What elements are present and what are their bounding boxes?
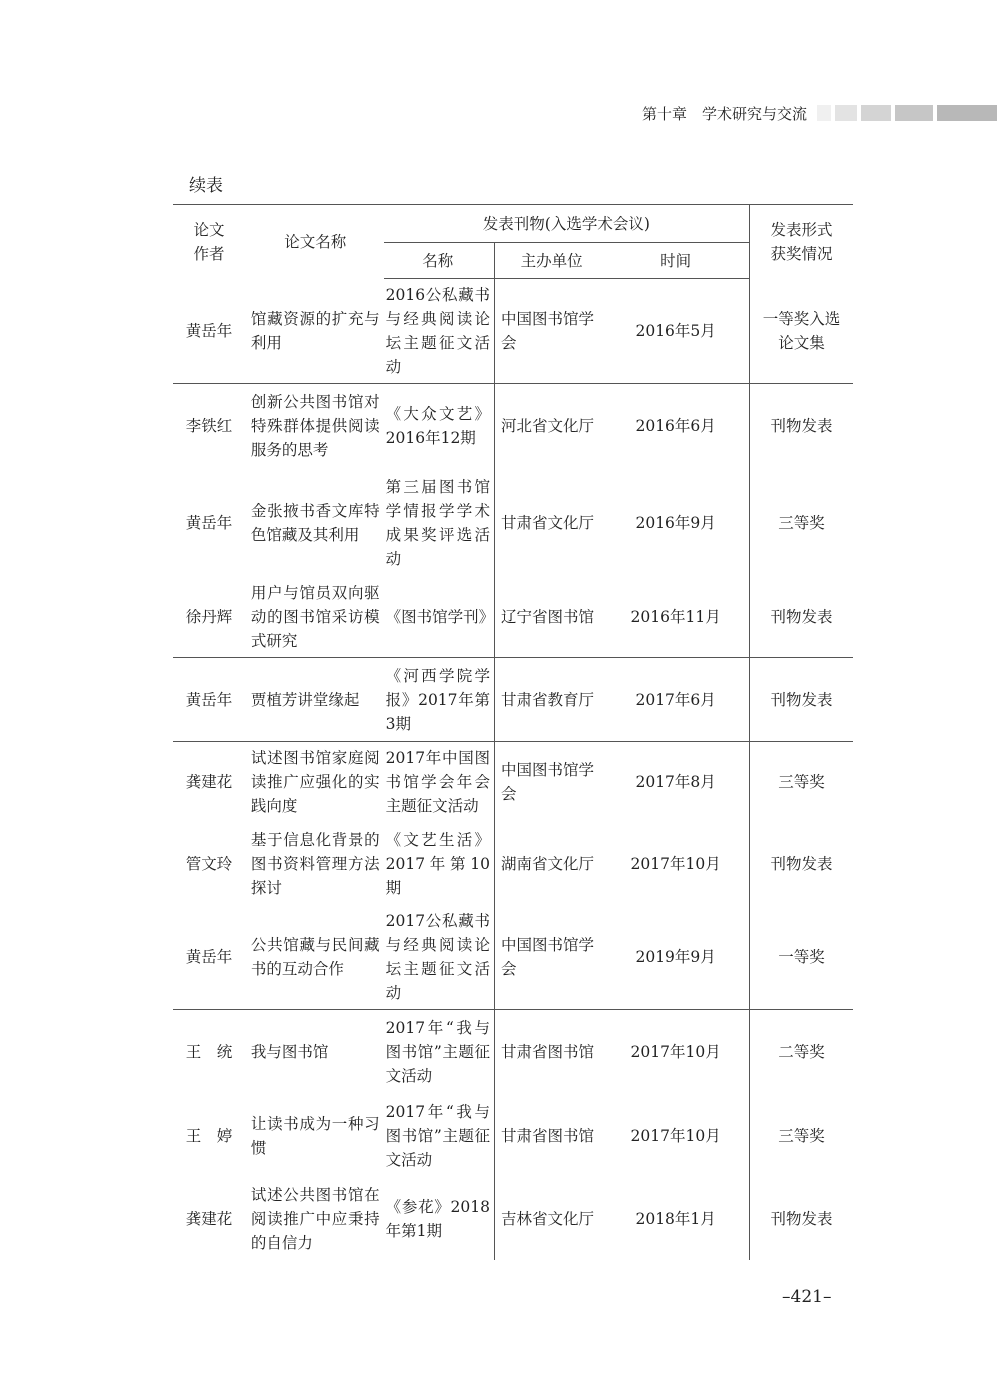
cell-form: 三等奖	[750, 468, 854, 578]
cell-author: 龚建花	[185, 1209, 233, 1228]
cell-organizer: 中国图书馆学会	[494, 279, 602, 384]
cell-organizer: 中国图书馆学会	[494, 906, 602, 1010]
cell-title: 公共馆藏与民间藏书的互动合作	[250, 936, 380, 979]
cell-organizer: 吉林省文化厅	[494, 1178, 602, 1260]
cell-author: 李铁红	[173, 384, 245, 468]
cell-author: 黄岳年	[185, 513, 233, 532]
header-title: 论文名称	[245, 205, 384, 279]
cell-publication: 《大众文艺》2016年12期	[384, 384, 495, 468]
cell-form: 二等奖	[750, 1010, 854, 1094]
continued-label: 续表	[189, 176, 223, 196]
cell-form: 一等奖入选论文集	[750, 279, 854, 384]
cell-publication: 《河西学院学报》2017年第3期	[384, 658, 495, 742]
cell-organizer: 甘肃省图书馆	[494, 1010, 602, 1094]
cell-organizer: 甘肃省文化厅	[494, 468, 602, 578]
cell-author: 王 婷	[185, 1126, 233, 1145]
cell-form: 刊物发表	[750, 384, 854, 468]
cell-author: 王 统	[173, 1010, 245, 1094]
cell-organizer: 河北省文化厅	[494, 384, 602, 468]
cell-author: 徐丹辉	[185, 608, 233, 627]
cell-publication: 《文艺生活》2017年第10期	[385, 830, 490, 897]
cell-title: 贾植芳讲堂缘起	[245, 658, 384, 742]
header-form: 发表形式获奖情况	[750, 205, 854, 279]
cell-form: 刊物发表	[750, 1178, 854, 1260]
cell-title: 我与图书馆	[245, 1010, 384, 1094]
cell-publication: 2017公私藏书与经典阅读论坛主题征文活动	[385, 912, 490, 1003]
cell-publication: 2017年“我与图书馆”主题征文活动	[384, 1010, 495, 1094]
cell-time: 2017年6月	[602, 658, 749, 742]
header-pub-name: 名称	[384, 243, 495, 279]
cell-time: 2016年9月	[635, 513, 716, 532]
cell-form: 刊物发表	[750, 822, 854, 906]
cell-title: 让读书成为一种习惯	[250, 1114, 380, 1157]
decor-bar	[937, 105, 997, 121]
table-row	[173, 1178, 853, 1260]
cell-publication: 2017年“我与图书馆”主题征文活动	[385, 1102, 490, 1169]
cell-author: 黄岳年	[185, 321, 233, 340]
cell-form: 三等奖	[750, 1094, 854, 1178]
table-row	[173, 1094, 853, 1178]
decor-bar	[895, 105, 933, 121]
table-row	[173, 384, 853, 468]
cell-author: 龚建花	[173, 742, 245, 822]
cell-time: 2017年10月	[602, 1010, 749, 1094]
header-time: 时间	[602, 243, 749, 279]
header-publication-group: 发表刊物(入选学术会议)	[384, 205, 750, 243]
cell-title: 试述公共图书馆在阅读推广中应秉持的自信力	[250, 1185, 380, 1252]
cell-publication: 2017年中国图书馆学会年会主题征文活动	[384, 742, 495, 822]
header-organizer: 主办单位	[494, 243, 602, 279]
cell-author: 黄岳年	[185, 948, 233, 967]
table-row	[173, 1010, 853, 1094]
cell-time: 2016年11月	[630, 608, 721, 627]
table-row	[173, 468, 853, 578]
cell-title: 试述图书馆家庭阅读推广应强化的实践向度	[245, 742, 384, 822]
cell-form: 刊物发表	[750, 658, 854, 742]
cell-author: 黄岳年	[173, 658, 245, 742]
header-author: 论文作者	[173, 205, 245, 279]
cell-publication: 《图书馆学刊》	[385, 608, 495, 627]
cell-time: 2019年9月	[635, 948, 716, 967]
table-row	[173, 578, 853, 658]
cell-organizer: 辽宁省图书馆	[494, 578, 602, 658]
cell-publication: 2016公私藏书与经典阅读论坛主题征文活动	[385, 286, 490, 376]
table-row	[173, 658, 853, 742]
decor-bar	[861, 105, 891, 121]
cell-time: 2017年10月	[630, 854, 721, 873]
cell-time: 2016年6月	[602, 384, 749, 468]
cell-time: 2017年8月	[602, 742, 749, 822]
cell-time: 2017年10月	[630, 1126, 721, 1145]
cell-title: 基于信息化背景的图书资料管理方法探讨	[250, 830, 380, 897]
cell-time: 2018年1月	[635, 1209, 716, 1228]
cell-title: 金张掖书香文库特色馆藏及其利用	[250, 501, 380, 544]
chapter-title: 第十章 学术研究与交流	[642, 104, 808, 123]
decor-bar	[835, 105, 857, 121]
cell-title: 用户与馆员双向驱动的图书馆采访模式研究	[250, 584, 380, 651]
cell-form: 刊物发表	[750, 578, 854, 658]
running-header	[642, 101, 1000, 125]
cell-organizer: 中国图书馆学会	[494, 742, 602, 822]
page-number: –421–	[782, 1287, 832, 1307]
papers-table	[173, 204, 853, 1260]
cell-title: 馆藏资源的扩充与利用	[250, 309, 380, 352]
decor-bar	[817, 105, 831, 121]
cell-title: 创新公共图书馆对特殊群体提供阅读服务的思考	[245, 384, 384, 468]
table-row	[173, 279, 853, 384]
cell-organizer: 甘肃省教育厅	[494, 658, 602, 742]
cell-time: 2016年5月	[635, 322, 716, 340]
cell-author: 管文玲	[185, 854, 233, 873]
table-row	[173, 906, 853, 1010]
table-row	[173, 742, 853, 822]
table-row	[173, 822, 853, 906]
cell-form: 三等奖	[750, 742, 854, 822]
cell-form: 一等奖	[750, 906, 854, 1010]
cell-publication: 第三届图书馆学情报学学术成果奖评选活动	[385, 477, 490, 568]
cell-publication: 《参花》2018年第1期	[385, 1197, 490, 1240]
cell-organizer: 湖南省文化厅	[494, 822, 602, 906]
cell-organizer: 甘肃省图书馆	[494, 1094, 602, 1178]
